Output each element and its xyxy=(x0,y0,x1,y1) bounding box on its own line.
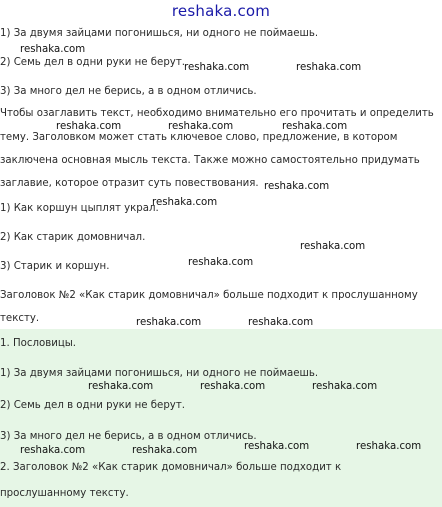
watermark: reshaka.com xyxy=(20,44,86,55)
conclusion-line-1: Заголовок №2 «Как старик домовничал» больше подходит к прослушанному xyxy=(0,290,418,301)
proverb-line-2: 2) Семь дел в одни руки не берут. xyxy=(0,57,185,68)
watermark: reshaka.com xyxy=(264,181,330,192)
watermark: reshaka.com xyxy=(248,317,314,328)
watermark: reshaka.com xyxy=(132,445,198,456)
watermark: reshaka.com xyxy=(312,381,378,392)
watermark: reshaka.com xyxy=(20,445,86,456)
watermark: reshaka.com xyxy=(168,121,234,132)
answer-proverb-2: 2) Семь дел в одни руки не берут. xyxy=(0,400,185,411)
watermark: reshaka.com xyxy=(282,121,348,132)
watermark: reshaka.com xyxy=(88,381,154,392)
title-option-2: 2) Как старик домовничал. xyxy=(0,232,146,243)
paragraph-line-1: Чтобы озаглавить текст, необходимо внимательно его прочитать и определить xyxy=(0,108,434,119)
conclusion-line-2: тексту. xyxy=(0,313,40,324)
answer-conclusion-1: 2. Заголовок №2 «Как старик домовничал» больше подходит к xyxy=(0,462,342,473)
watermark: reshaka.com xyxy=(188,257,254,268)
watermark: reshaka.com xyxy=(296,62,362,73)
watermark: reshaka.com xyxy=(56,121,122,132)
paragraph-line-2: тему. Заголовком может стать ключевое слово, предложение, в котором xyxy=(0,132,398,143)
answer-conclusion-2: прослушанному тексту. xyxy=(0,488,129,499)
proverb-line-3: 3) За много дел не берись, а в одном отличись. xyxy=(0,86,257,97)
title-option-3: 3) Старик и коршун. xyxy=(0,261,110,272)
watermark: reshaka.com xyxy=(200,381,266,392)
answer-proverb-1: 1) За двумя зайцами погонишься, ни одного не поймаешь. xyxy=(0,368,319,379)
answer-proverb-3: 3) За много дел не берись, а в одном отличись. xyxy=(0,431,257,442)
paragraph-line-3: заключена основная мысль текста. Также можно самостоятельно придумать xyxy=(0,155,420,166)
site-title[interactable]: reshaka.com xyxy=(171,2,271,20)
proverb-line-1: 1) За двумя зайцами погонишься, ни одного не поймаешь. xyxy=(0,28,319,39)
watermark: reshaka.com xyxy=(300,241,366,252)
answer-heading: 1. Пословицы. xyxy=(0,338,77,349)
watermark: reshaka.com xyxy=(184,62,250,73)
title-option-1: 1) Как коршун цыплят украл. xyxy=(0,203,159,214)
watermark: reshaka.com xyxy=(136,317,202,328)
answer-section xyxy=(0,329,442,507)
paragraph-line-4: заглавие, которое отразит суть повествования. xyxy=(0,178,259,189)
watermark: reshaka.com xyxy=(152,197,218,208)
watermark: reshaka.com xyxy=(356,441,422,452)
watermark: reshaka.com xyxy=(244,441,310,452)
